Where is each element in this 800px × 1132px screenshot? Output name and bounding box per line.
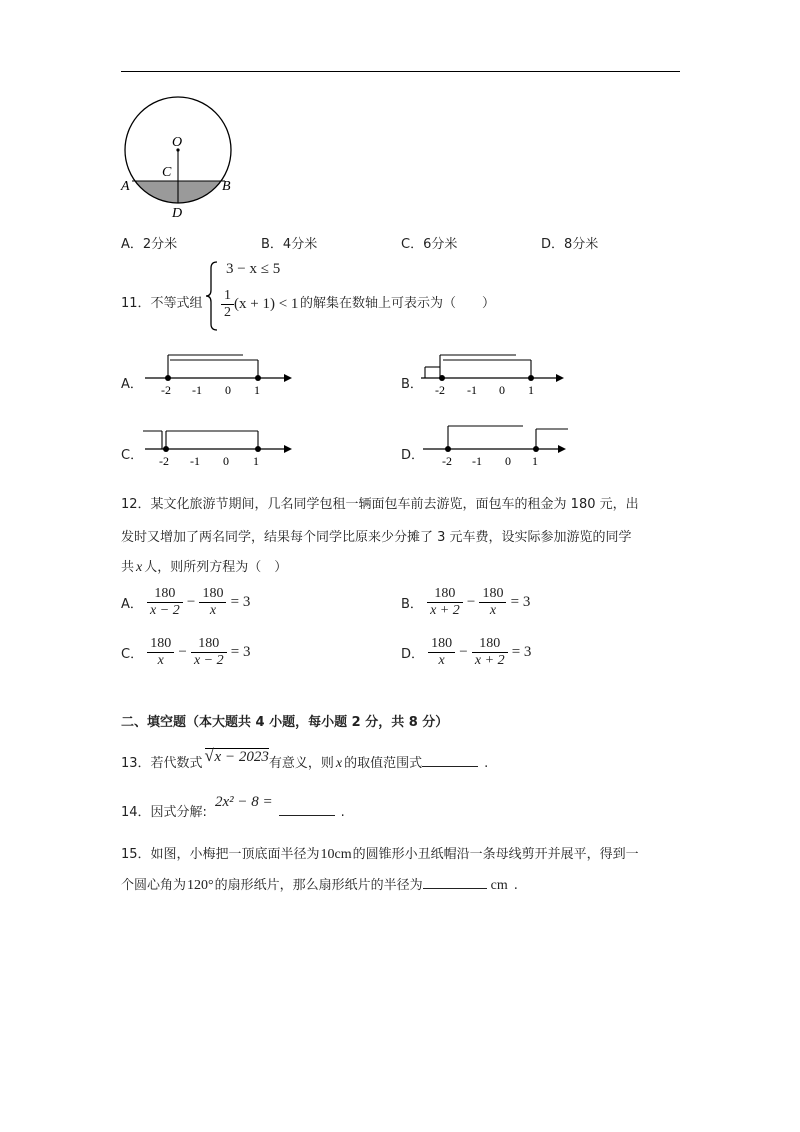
section-title: 二、填空题（本大题共 4 小题，每小题 2 分，共 8 分）	[121, 715, 449, 730]
fraction: $\frac{180}{x + 2}$	[472, 636, 508, 669]
label-o: O	[172, 135, 183, 150]
tick-label: -2	[161, 383, 171, 397]
q11-inequality-2: $\frac{1}{2}$ (x + 1) < 1	[221, 288, 298, 321]
number-line-c	[140, 421, 295, 471]
option-letter: D．	[541, 237, 565, 252]
tick-label: 0	[499, 383, 505, 397]
variable-x: x	[136, 560, 143, 575]
fraction: $\frac{180}{x + 2}$	[427, 586, 463, 619]
q11-option-b-letter[interactable]: B．	[401, 377, 423, 392]
q12-line-2: 发时又增加了两名同学，结果每个同学比原来少分摊了 3 元车费，设实际参加游览的同学	[121, 530, 632, 545]
tick-label: 1	[528, 383, 534, 397]
tick-label: 1	[532, 454, 538, 468]
tick-label: -2	[159, 454, 169, 468]
q10-option-b[interactable]	[261, 233, 317, 252]
option-letter: B．	[261, 237, 283, 252]
q12-line-1: 12．某文化旅游节期间，几名同学包租一辆面包车前去游览，面包车的租金为 180 元，出	[121, 497, 639, 512]
q11-prefix: 11．不等式组	[121, 296, 203, 311]
tick-label: -1	[467, 383, 477, 397]
option-text: 8分米	[564, 237, 599, 252]
q10-option-a[interactable]	[121, 233, 177, 252]
tick-label: 0	[505, 454, 511, 468]
q11-inequality-1: 3 − x ≤ 5	[226, 261, 281, 277]
option-letter: C．	[401, 237, 424, 252]
half-fraction: $\frac{1}{2}$	[221, 288, 234, 321]
number-line-a	[140, 350, 295, 400]
tick-label: 1	[253, 454, 259, 468]
q11-option-c-letter[interactable]: C．	[121, 448, 144, 463]
q11-option-a-letter[interactable]: A．	[121, 377, 143, 392]
fraction: $\frac{180}{x}$	[428, 636, 455, 669]
q15-line-2: 个圆心角为120°的扇形纸片，那么扇形纸片的半径为 cm .	[121, 878, 518, 893]
fraction: $\frac{180}{x}$	[147, 636, 174, 669]
label-d: D	[172, 206, 183, 221]
q12-line-3: 共 x 人，则所列方程为（ ）	[121, 560, 288, 575]
circle-figure	[115, 96, 240, 221]
tick-label: -2	[435, 383, 445, 397]
factor-expression: 2x² − 8 =	[214, 794, 273, 810]
fraction: $\frac{180}{x}$	[479, 586, 506, 619]
answer-blank[interactable]	[423, 888, 487, 889]
label-b: B	[222, 179, 231, 194]
tick-label: 0	[223, 454, 229, 468]
q10-option-c[interactable]	[401, 233, 457, 252]
fraction: $\frac{180}{x - 2}$	[147, 586, 183, 619]
system-brace	[205, 260, 219, 332]
fraction: $\frac{180}{x}$	[199, 586, 226, 619]
tick-label: 1	[254, 383, 260, 397]
option-text: 4分米	[282, 237, 318, 252]
q12-option-a[interactable]: A． $\frac{180}{x - 2}$ − $\frac{180}{x}$ = 3	[121, 586, 251, 619]
q11-suffix: 的解集在数轴上可表示为（ ）	[300, 296, 496, 311]
answer-blank[interactable]	[279, 815, 335, 816]
tick-label: 0	[225, 383, 231, 397]
radical-expression: √ x − 2023	[204, 746, 269, 765]
option-text: 2分米	[142, 237, 178, 252]
q11-option-d-letter[interactable]: D．	[401, 448, 425, 463]
tick-label: -1	[472, 454, 482, 468]
radical-sign: √	[204, 746, 214, 765]
tick-label: -2	[442, 454, 452, 468]
q13: 13．若代数式 √ x − 2023有意义，则 x 的取值范围式 .	[121, 746, 489, 771]
fraction: $\frac{180}{x - 2}$	[191, 636, 227, 669]
q14: 14．因式分解:2x² − 8 =.	[121, 794, 345, 820]
label-a: A	[121, 179, 130, 194]
option-text: 6分米	[423, 237, 458, 252]
q12-option-d[interactable]: D． $\frac{180}{x}$ − $\frac{180}{x + 2}$ = 3	[401, 636, 532, 669]
header-rule	[121, 71, 680, 72]
answer-blank[interactable]	[422, 766, 478, 767]
q12-option-b[interactable]: B． $\frac{180}{x + 2}$ − $\frac{180}{x}$ = 3	[401, 586, 531, 619]
number-line-d	[418, 421, 573, 471]
q15-line-1: 15．如图，小梅把一顶底面半径为10cm的圆锥形小丑纸帽沿一条母线剪开并展平，得到一	[121, 847, 639, 862]
label-c: C	[162, 165, 172, 180]
tick-label: -1	[192, 383, 202, 397]
q10-option-d[interactable]	[541, 233, 598, 252]
tick-label: -1	[190, 454, 200, 468]
option-letter: A．	[121, 237, 143, 252]
q12-option-c[interactable]: C． $\frac{180}{x}$ − $\frac{180}{x - 2}$ = 3	[121, 636, 251, 669]
number-line-b	[418, 350, 568, 400]
